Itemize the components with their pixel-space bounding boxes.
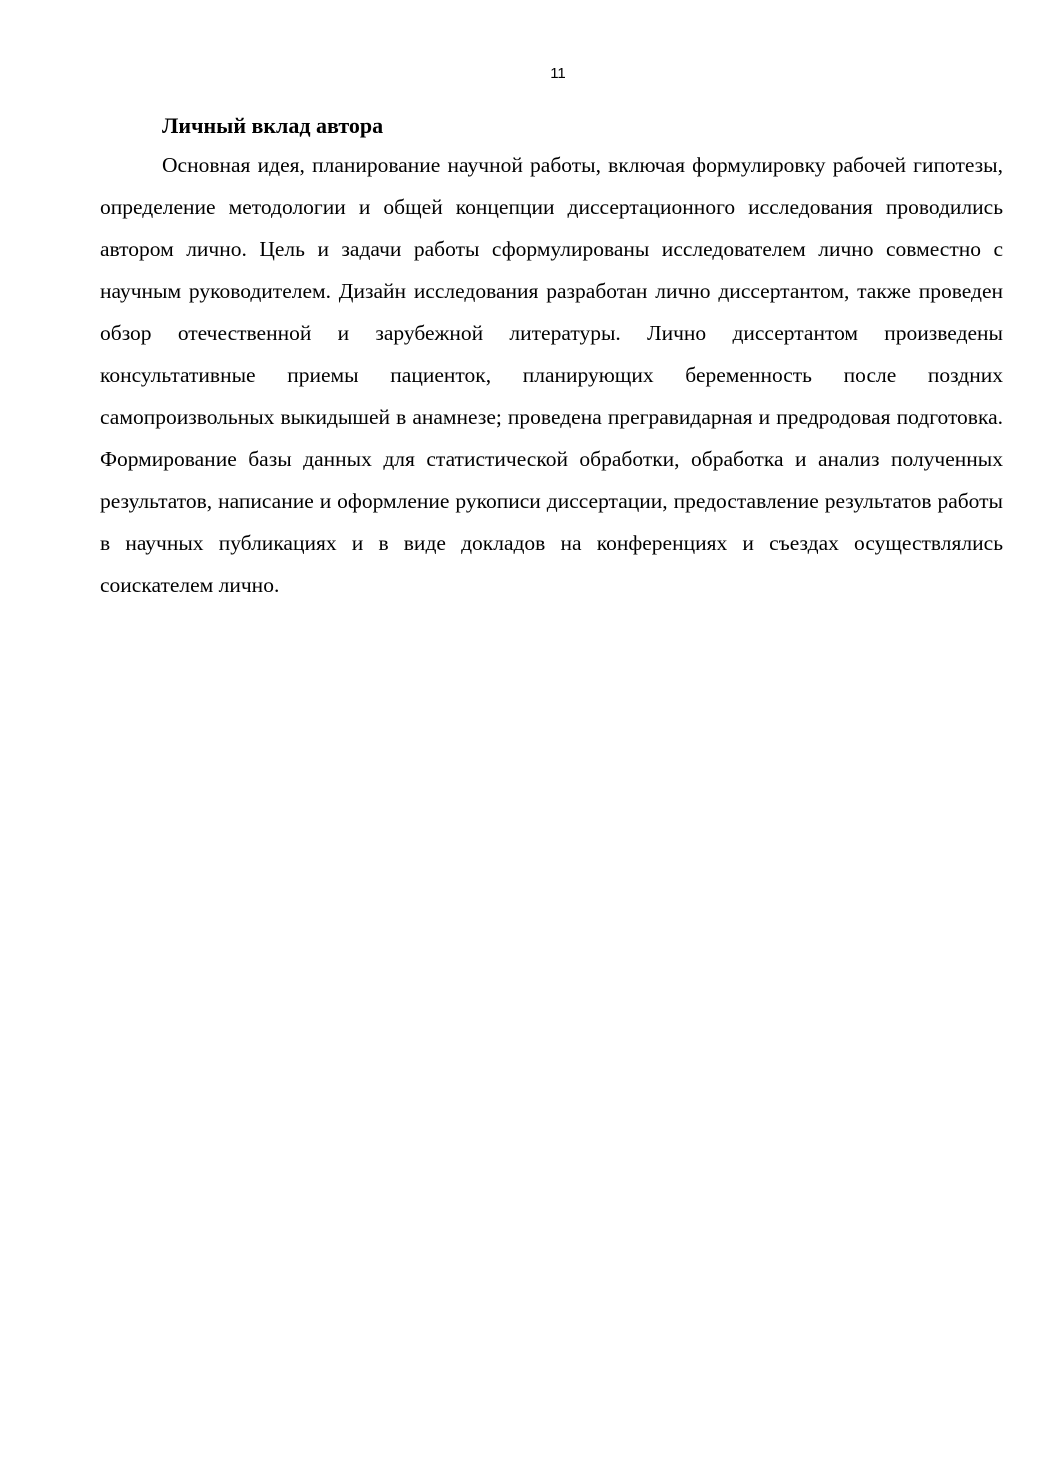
section-heading: Личный вклад автора [162,113,384,138]
body-paragraph: Основная идея, планирование научной работы, включая формулировку рабочей гипотезы, определение методологии и общей концепции диссертационного исследования проводились автором лично. Цель и задачи работы сформулированы исследователем лично совместно с научным руководителем. Дизайн исследования разработан лично диссертантом, также проведен обзор отечественной и зарубежной литературы. Лично диссертантом произведены консультативные приемы пациенток, планирующих беременность после поздних самопроизвольных выкидышей в анамнезе; проведена прегравидарная и предродовая подготовка. Формирование базы данных для статистической обработки, обработка и анализ полученных результатов, написание и оформление рукописи диссертации, предоставление результатов работы в научных публикациях и в виде докладов на конференциях и съездах осуществлялись соискателем лично. [100,153,1003,597]
section-personal-contribution [100,108,1003,606]
page-number: 11 [550,65,566,82]
